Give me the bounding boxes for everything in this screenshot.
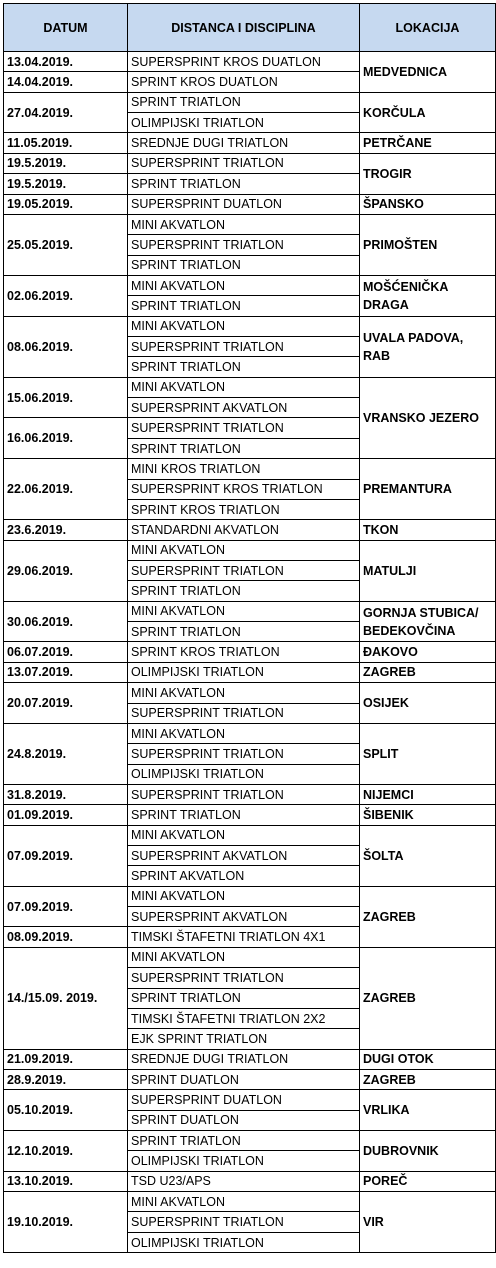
date-cell: 01.09.2019. — [4, 805, 128, 825]
discipline-cell: SPRINT TRIATLON — [128, 805, 360, 825]
table-body — [4, 52, 496, 1253]
discipline-cell: SPRINT TRIATLON — [128, 92, 360, 112]
date-cell: 19.5.2019. — [4, 174, 128, 194]
table-row — [4, 92, 496, 112]
discipline-cell: SPRINT TRIATLON — [128, 357, 360, 377]
date-cell: 05.10.2019. — [4, 1090, 128, 1131]
discipline-cell: SUPERSPRINT TRIATLON — [128, 337, 360, 357]
discipline-cell: OLIMPIJSKI TRIATLON — [128, 662, 360, 682]
discipline-cell: MINI AKVATLON — [128, 1192, 360, 1212]
date-cell: 13.04.2019. — [4, 52, 128, 72]
discipline-cell: MINI AKVATLON — [128, 275, 360, 295]
table-row — [4, 784, 496, 804]
discipline-cell: MINI AKVATLON — [128, 214, 360, 234]
location-cell: MATULJI — [360, 540, 496, 601]
location-cell: NIJEMCI — [360, 784, 496, 804]
date-cell: 14./15.09. 2019. — [4, 947, 128, 1049]
discipline-cell: TIMSKI ŠTAFETNI TRIATLON 4X1 — [128, 927, 360, 947]
location-cell: GORNJA STUBICA/ BEDEKOVČINA — [360, 601, 496, 642]
location-cell: ŠOLTA — [360, 825, 496, 886]
schedule-table — [3, 3, 496, 1253]
discipline-cell: SPRINT TRIATLON — [128, 296, 360, 316]
discipline-cell: MINI AKVATLON — [128, 377, 360, 397]
location-cell: MEDVEDNICA — [360, 52, 496, 93]
table-row — [4, 52, 496, 72]
discipline-cell: MINI KROS TRIATLON — [128, 459, 360, 479]
date-cell: 12.10.2019. — [4, 1131, 128, 1172]
date-cell: 07.09.2019. — [4, 825, 128, 886]
discipline-cell: SREDNJE DUGI TRIATLON — [128, 133, 360, 153]
discipline-cell: OLIMPIJSKI TRIATLON — [128, 1232, 360, 1252]
location-cell: ZAGREB — [360, 1069, 496, 1089]
table-row — [4, 275, 496, 295]
discipline-cell: MINI AKVATLON — [128, 683, 360, 703]
location-cell: ZAGREB — [360, 662, 496, 682]
discipline-cell: SPRINT DUATLON — [128, 1110, 360, 1130]
discipline-cell: SUPERSPRINT TRIATLON — [128, 235, 360, 255]
date-cell: 25.05.2019. — [4, 214, 128, 275]
date-cell: 08.06.2019. — [4, 316, 128, 377]
date-cell: 19.05.2019. — [4, 194, 128, 214]
date-cell: 19.10.2019. — [4, 1192, 128, 1253]
date-cell: 21.09.2019. — [4, 1049, 128, 1069]
table-row — [4, 662, 496, 682]
table-row — [4, 1049, 496, 1069]
location-cell: ŠIBENIK — [360, 805, 496, 825]
discipline-cell: TIMSKI ŠTAFETNI TRIATLON 2X2 — [128, 1008, 360, 1028]
discipline-cell: SPRINT TRIATLON — [128, 438, 360, 458]
discipline-cell: MINI AKVATLON — [128, 825, 360, 845]
location-cell: ĐAKOVO — [360, 642, 496, 662]
date-cell: 24.8.2019. — [4, 723, 128, 784]
location-cell: POREČ — [360, 1171, 496, 1191]
table-row — [4, 520, 496, 540]
table-row — [4, 642, 496, 662]
discipline-cell: SUPERSPRINT TRIATLON — [128, 968, 360, 988]
discipline-cell: SUPERSPRINT DUATLON — [128, 1090, 360, 1110]
discipline-cell: SPRINT TRIATLON — [128, 174, 360, 194]
date-cell: 16.06.2019. — [4, 418, 128, 459]
table-row — [4, 947, 496, 967]
table-row — [4, 214, 496, 234]
discipline-cell: SPRINT KROS TRIATLON — [128, 642, 360, 662]
location-cell: DUGI OTOK — [360, 1049, 496, 1069]
date-cell: 13.07.2019. — [4, 662, 128, 682]
discipline-cell: SUPERSPRINT AKVATLON — [128, 907, 360, 927]
discipline-cell: MINI AKVATLON — [128, 886, 360, 906]
table-row — [4, 1192, 496, 1212]
location-cell: VRANSKO JEZERO — [360, 377, 496, 458]
table-row — [4, 683, 496, 703]
discipline-cell: SUPERSPRINT KROS DUATLON — [128, 52, 360, 72]
date-cell: 07.09.2019. — [4, 886, 128, 927]
discipline-cell: OLIMPIJSKI TRIATLON — [128, 113, 360, 133]
discipline-cell: SPRINT TRIATLON — [128, 1131, 360, 1151]
discipline-cell: SPRINT TRIATLON — [128, 622, 360, 642]
header-distanca: DISTANCA I DISCIPLINA — [128, 4, 360, 52]
table-row — [4, 825, 496, 845]
discipline-cell: OLIMPIJSKI TRIATLON — [128, 1151, 360, 1171]
location-cell: ŠPANSKO — [360, 194, 496, 214]
table-row — [4, 805, 496, 825]
discipline-cell: MINI AKVATLON — [128, 947, 360, 967]
discipline-cell: MINI AKVATLON — [128, 316, 360, 336]
date-cell: 28.9.2019. — [4, 1069, 128, 1089]
discipline-cell: SPRINT TRIATLON — [128, 581, 360, 601]
discipline-cell: SUPERSPRINT TRIATLON — [128, 418, 360, 438]
discipline-cell: SPRINT TRIATLON — [128, 988, 360, 1008]
date-cell: 08.09.2019. — [4, 927, 128, 947]
table-row — [4, 601, 496, 621]
date-cell: 14.04.2019. — [4, 72, 128, 92]
location-cell: ZAGREB — [360, 947, 496, 1049]
table-row — [4, 540, 496, 560]
location-cell: KORČULA — [360, 92, 496, 133]
date-cell: 20.07.2019. — [4, 683, 128, 724]
discipline-cell: MINI AKVATLON — [128, 601, 360, 621]
table-row — [4, 886, 496, 906]
discipline-cell: SPRINT DUATLON — [128, 1069, 360, 1089]
table-row — [4, 723, 496, 743]
date-cell: 13.10.2019. — [4, 1171, 128, 1191]
discipline-cell: SPRINT AKVATLON — [128, 866, 360, 886]
discipline-cell: SUPERSPRINT AKVATLON — [128, 398, 360, 418]
discipline-cell: SUPERSPRINT TRIATLON — [128, 153, 360, 173]
table-row — [4, 1090, 496, 1110]
date-cell: 06.07.2019. — [4, 642, 128, 662]
discipline-cell: SUPERSPRINT TRIATLON — [128, 1212, 360, 1232]
discipline-cell: SUPERSPRINT DUATLON — [128, 194, 360, 214]
date-cell: 29.06.2019. — [4, 540, 128, 601]
discipline-cell: OLIMPIJSKI TRIATLON — [128, 764, 360, 784]
table-row — [4, 1069, 496, 1089]
date-cell: 11.05.2019. — [4, 133, 128, 153]
discipline-cell: SUPERSPRINT TRIATLON — [128, 744, 360, 764]
location-cell: OSIJEK — [360, 683, 496, 724]
date-cell: 15.06.2019. — [4, 377, 128, 418]
date-cell: 31.8.2019. — [4, 784, 128, 804]
location-cell: PREMANTURA — [360, 459, 496, 520]
location-cell: PETRČANE — [360, 133, 496, 153]
location-cell: UVALA PADOVA, RAB — [360, 316, 496, 377]
date-cell: 02.06.2019. — [4, 275, 128, 316]
discipline-cell: SPRINT TRIATLON — [128, 255, 360, 275]
location-cell: TROGIR — [360, 153, 496, 194]
discipline-cell: MINI AKVATLON — [128, 540, 360, 560]
discipline-cell: SUPERSPRINT TRIATLON — [128, 784, 360, 804]
table-row — [4, 133, 496, 153]
discipline-cell: MINI AKVATLON — [128, 723, 360, 743]
discipline-cell: SUPERSPRINT TRIATLON — [128, 703, 360, 723]
discipline-cell: SPRINT KROS TRIATLON — [128, 499, 360, 519]
date-cell: 23.6.2019. — [4, 520, 128, 540]
location-cell: ZAGREB — [360, 886, 496, 947]
table-header — [4, 4, 496, 52]
table-row — [4, 316, 496, 336]
discipline-cell: EJK SPRINT TRIATLON — [128, 1029, 360, 1049]
location-cell: SPLIT — [360, 723, 496, 784]
location-cell: TKON — [360, 520, 496, 540]
date-cell: 27.04.2019. — [4, 92, 128, 133]
table-row — [4, 153, 496, 173]
discipline-cell: TSD U23/APS — [128, 1171, 360, 1191]
discipline-cell: SUPERSPRINT TRIATLON — [128, 560, 360, 580]
discipline-cell: SUPERSPRINT AKVATLON — [128, 846, 360, 866]
location-cell: PRIMOŠTEN — [360, 214, 496, 275]
table-row — [4, 194, 496, 214]
header-lokacija: LOKACIJA — [360, 4, 496, 52]
discipline-cell: STANDARDNI AKVATLON — [128, 520, 360, 540]
location-cell: MOŠĆENIČKA DRAGA — [360, 275, 496, 316]
discipline-cell: SPRINT KROS DUATLON — [128, 72, 360, 92]
location-cell: DUBROVNIK — [360, 1131, 496, 1172]
table-row — [4, 1131, 496, 1151]
date-cell: 19.5.2019. — [4, 153, 128, 173]
table-row — [4, 459, 496, 479]
table-row — [4, 377, 496, 397]
discipline-cell: SUPERSPRINT KROS TRIATLON — [128, 479, 360, 499]
location-cell: VRLIKA — [360, 1090, 496, 1131]
date-cell: 22.06.2019. — [4, 459, 128, 520]
header-datum: DATUM — [4, 4, 128, 52]
table-row — [4, 1171, 496, 1191]
date-cell: 30.06.2019. — [4, 601, 128, 642]
discipline-cell: SREDNJE DUGI TRIATLON — [128, 1049, 360, 1069]
location-cell: VIR — [360, 1192, 496, 1253]
